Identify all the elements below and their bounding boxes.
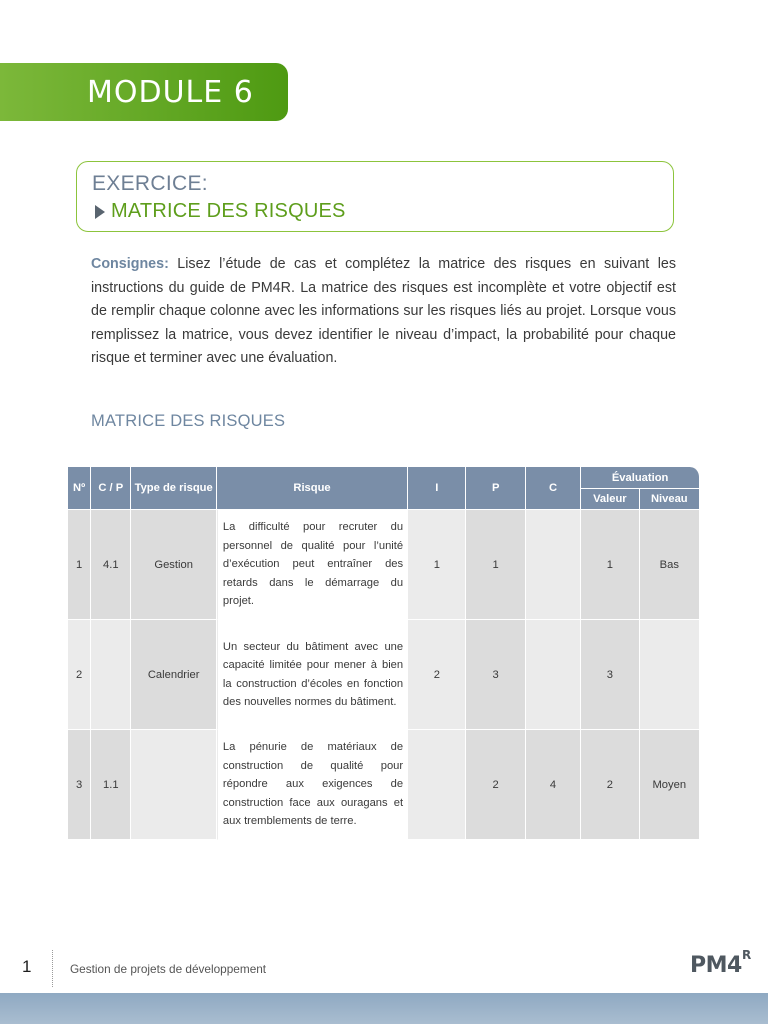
cell-cp: 4.1 bbox=[91, 510, 131, 620]
instructions-lead: Consignes: bbox=[91, 256, 169, 272]
cell-probability: 1 bbox=[466, 510, 525, 620]
cell-risk: Un secteur du bâtiment avec une capacité limitée pour mener à bien la construction d’écoles en fonction des nouvelles normes du bâtiment. bbox=[217, 620, 408, 730]
cell-c bbox=[526, 510, 581, 620]
cell-c: 4 bbox=[526, 730, 581, 840]
cell-probability: 2 bbox=[466, 730, 525, 840]
cell-valeur: 1 bbox=[581, 510, 639, 620]
cell-impact: 2 bbox=[408, 620, 466, 730]
header-type: Type de risque bbox=[131, 467, 217, 510]
cell-valeur: 2 bbox=[581, 730, 639, 840]
cell-type: Calendrier bbox=[131, 620, 217, 730]
table-row bbox=[68, 510, 700, 620]
section-title: MATRICE DES RISQUES bbox=[91, 412, 286, 430]
header-evaluation: Évaluation bbox=[581, 467, 700, 489]
cell-niveau: Bas bbox=[640, 510, 700, 620]
module-banner bbox=[0, 63, 288, 121]
cell-cp bbox=[91, 620, 131, 730]
exercise-subtitle bbox=[95, 200, 346, 223]
cell-risk: La pénurie de matériaux de construction de qualité pour répondre aux exigences de construction face aux ouragans et aux tremblements de terre. bbox=[217, 730, 408, 840]
header-niveau: Niveau bbox=[640, 489, 700, 510]
cell-type: Gestion bbox=[131, 510, 217, 620]
cell-valeur: 3 bbox=[581, 620, 639, 730]
header-impact: I bbox=[408, 467, 466, 510]
header-num: Nº bbox=[68, 467, 91, 510]
cell-type bbox=[131, 730, 217, 840]
footer-divider bbox=[52, 950, 53, 987]
cell-probability: 3 bbox=[466, 620, 525, 730]
header-c: C bbox=[526, 467, 581, 510]
cell-impact bbox=[408, 730, 466, 840]
cell-risk: La difficulté pour recruter du personnel de qualité pour l’unité d’exécution peut entraîner des retards dans le démarrage du projet. bbox=[217, 510, 408, 620]
exercise-label: EXERCICE: bbox=[92, 172, 208, 195]
bottom-band bbox=[0, 993, 768, 1024]
exercise-box bbox=[76, 161, 674, 232]
logo-main-text: PM4 bbox=[690, 953, 742, 978]
table-row bbox=[68, 730, 700, 840]
header-risk: Risque bbox=[217, 467, 408, 510]
cell-num: 1 bbox=[68, 510, 91, 620]
instructions-text: Lisez l’étude de cas et complétez la matrice des risques en suivant les instructions du guide de PM4R. La matrice des risques est incomplète et votre objectif est de remplir chaque colonne avec les informations sur les risques liés au projet. Lorsque vous remplissez la matrice, vous devez identifier le niveau d’impact, la probabilité pour chaque risque et terminer avec une évaluation. bbox=[91, 256, 676, 366]
table-row bbox=[68, 620, 700, 730]
header-probability: P bbox=[466, 467, 525, 510]
logo-superscript: R bbox=[742, 948, 752, 962]
exercise-subtitle-text: MATRICE DES RISQUES bbox=[111, 200, 346, 222]
footer-text: Gestion de projets de développement bbox=[70, 962, 267, 976]
module-title: MODULE 6 bbox=[87, 75, 254, 110]
header-valeur: Valeur bbox=[581, 489, 639, 510]
risk-matrix-table bbox=[68, 467, 700, 840]
cell-niveau bbox=[640, 620, 700, 730]
cell-num: 3 bbox=[68, 730, 91, 840]
instructions-paragraph bbox=[91, 253, 676, 371]
cell-impact: 1 bbox=[408, 510, 466, 620]
header-cp: C / P bbox=[91, 467, 131, 510]
triangle-right-icon bbox=[95, 205, 105, 219]
cell-c bbox=[526, 620, 581, 730]
page-number: 1 bbox=[22, 957, 32, 976]
cell-niveau: Moyen bbox=[640, 730, 700, 840]
pm4r-logo bbox=[690, 948, 752, 979]
cell-num: 2 bbox=[68, 620, 91, 730]
cell-cp: 1.1 bbox=[91, 730, 131, 840]
